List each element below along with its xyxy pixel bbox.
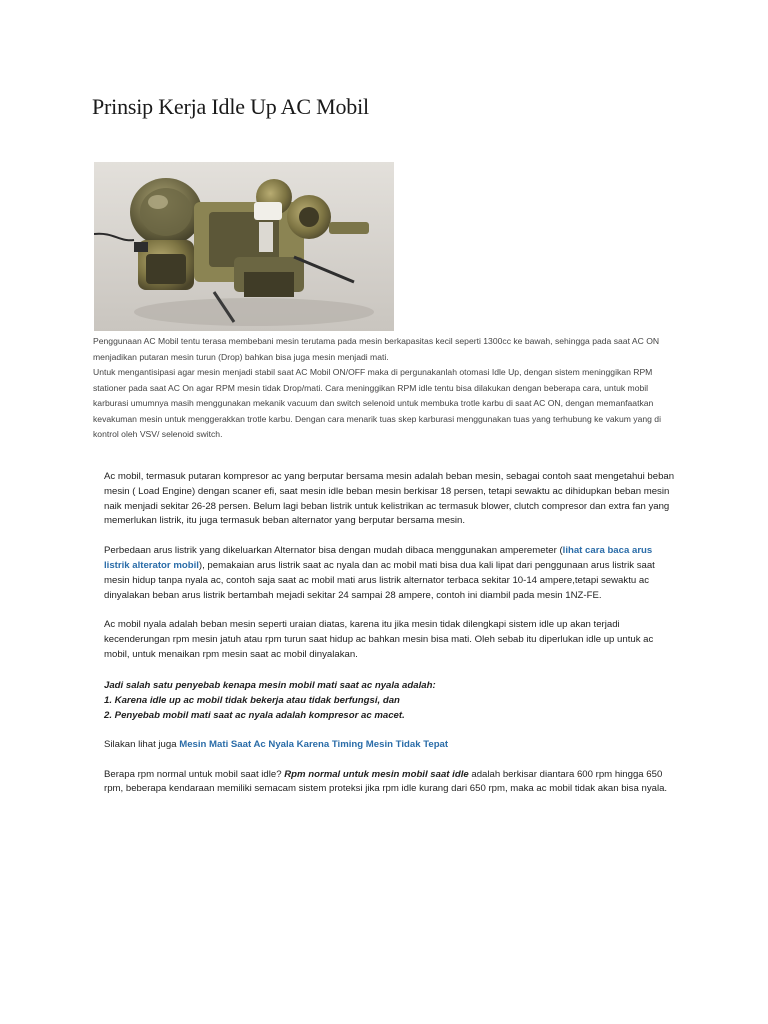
body-paragraph-3: Ac mobil nyala adalah beban mesin seperti uraian diatas, karena itu jika mesin tidak dilengkapi sistem idle up akan terjadi kecenderungan rpm mesin jatuh atau rpm turun saat hidup ac bahkan mesin bisa mati. Oleh sebab itu diperlukan idle up untuk ac mobil, untuk menaikan rpm mesin saat ac mobil dinyalakan.: [104, 619, 654, 660]
article-body: [104, 470, 680, 812]
page-title: Prinsip Kerja Idle Up AC Mobil: [92, 94, 369, 119]
p6-text-before: Berapa rpm normal untuk mobil saat idle?: [104, 768, 285, 780]
body-paragraph-6: [104, 768, 680, 798]
p6-text-after: adalah berkisar diantara 600 rpm hingga 650 rpm, beberapa kendaraan memiliki semacam sistem proteksi jika rpm idle kurang dari 650 rpm, maka ac mobil tidak akan bisa nyala.: [104, 768, 668, 795]
p6-bold: Rpm normal untuk mesin mobil saat idle: [284, 768, 469, 780]
timing-article-link[interactable]: Mesin Mati Saat Ac Nyala Karena Timing Mesin Tidak Tepat: [179, 738, 449, 750]
cause-item-1: 1. Karena idle up ac mobil tidak bekerja atau tidak berfungsi, dan: [104, 694, 400, 706]
alternator-guide-link[interactable]: lihat cara baca arus listrik alterator mobil: [104, 545, 653, 571]
cause-item-2: 2. Penyebab mobil mati saat ac nyala adalah kompresor ac macet.: [104, 709, 405, 721]
body-paragraph-1: Ac mobil, termasuk putaran kompresor ac yang berputar bersama mesin adalah beban mesin, sebagai contoh saat mengetahui beban mesin ( Load Engine) dengan scaner efi, saat mesin idle beban mesin berkisar 18 persen, tetapi sewaktu ac dihidupkan beban mesin naik menjadi sekitar 26-28 persen. Belum lagi beban listrik untuk kelistrikan ac termasuk blower, clutch compresor dan extra fan yang memerlukan listrik, itu juga termasuk beban alternator yang berputar bersama mesin.: [104, 471, 675, 527]
p2-text-before: Perbedaan arus listrik yang dikeluarkan Alternator bisa dengan mudah dibaca menggunakan amperemeter (: [104, 545, 563, 557]
intro-paragraph-2: Untuk mengantisipasi agar mesin menjadi stabil saat AC Mobil ON/OFF maka di pergunakanlah otomasi Idle Up, dengan sistem meninggikan RPM stationer pada saat AC On agar RPM mesin tidak Drop/mati. Cara meninggikan RPM idle tentu bisa dilakukan dengan beberapa cara, untuk mobil karburasi umumnya masih menggunakan mekanik vacuum dan switch selenoid untuk membuka trotle karbu di saat AC ON, dengan memanfaatkan kevakuman mesin untuk menggerakkan trotle karbu. Dengan cara menarik tuas skep karburasi menggunakan tuas yang terhubung ke vakum yang di kontrol oleh VSV/ selenoid switch.: [93, 367, 661, 439]
body-paragraph-2: [104, 544, 680, 603]
p2-text-after: ), pemakaian arus listrik saat ac nyala dan ac mobil mati bisa dua kali lipat dari penggunaan arus listrik saat mesin hidup tanpa nyala ac, contoh saja saat ac mobil mati arus listrik alternator terbaca sekitar 10-14 ampere,tetapi sewaktu ac dinyalakan beban arus listrik bertambah mejadi sekitar 24 sampai 28 ampere, contoh ini diambil pada mesin 1NZ-FE.: [104, 559, 655, 601]
see-also-label: Silakan lihat juga: [104, 738, 180, 750]
intro-text: [93, 334, 683, 443]
cause-heading: Jadi salah satu penyebab kenapa mesin mobil mati saat ac nyala adalah:: [104, 679, 436, 691]
see-also: [104, 738, 680, 753]
idle-up-photo: [94, 162, 394, 331]
intro-paragraph-1: Penggunaan AC Mobil tentu terasa membebani mesin terutama pada mesin berkapasitas kecil seperti 1300cc ke bawah, sehingga pada saat AC ON menjadikan putaran mesin turun (Drop) bahkan bisa juga mesin menjadi mati.: [93, 336, 660, 362]
cause-list: [104, 678, 680, 723]
